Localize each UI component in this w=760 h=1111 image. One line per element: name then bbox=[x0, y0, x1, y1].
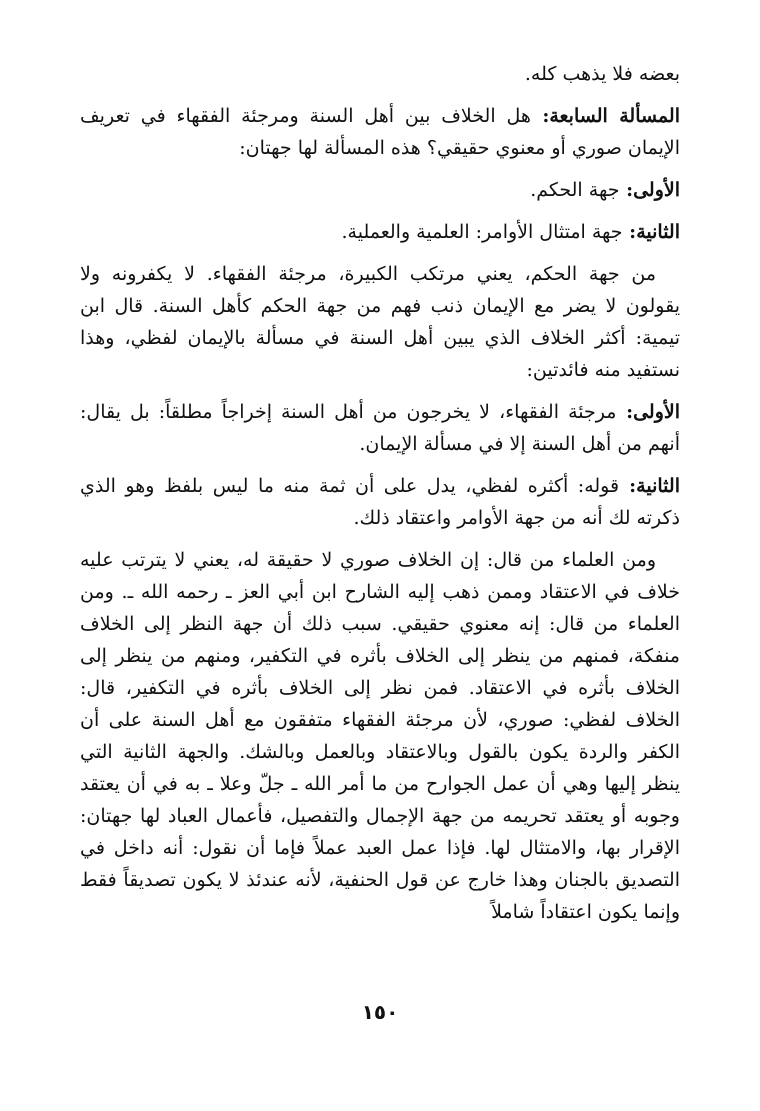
paragraph-benefit-one bbox=[80, 396, 680, 460]
paragraph-lead: الثانية: bbox=[619, 475, 680, 497]
paragraph-continuation bbox=[80, 58, 680, 90]
paragraph-text: جهة امتثال الأوامر: العلمية والعملية. bbox=[341, 221, 623, 243]
page-number: ١٥٠ bbox=[361, 1000, 399, 1024]
paragraph-text: جهة الحكم. bbox=[530, 179, 620, 201]
paragraph-lead: الثانية: bbox=[622, 221, 680, 243]
paragraph-lead: الأولى: bbox=[619, 179, 680, 201]
paragraph-text: هل الخلاف بين أهل السنة ومرجئة الفقهاء في تعريف الإيمان صوري أو معنوي حقيقي؟ هذه المسألة لها جهتان: bbox=[80, 105, 680, 159]
paragraph-benefit-two bbox=[80, 470, 680, 534]
paragraph-issue-seven bbox=[80, 100, 680, 164]
paragraph-ruling bbox=[80, 258, 680, 386]
paragraph-text: من جهة الحكم، يعني مرتكب الكبيرة، مرجئة الفقهاء. لا يكفرونه ولا يقولون لا يضر مع الإيمان ذنب فهم من جهة الحكم كأهل السنة. قال ابن تيمية: أكثر الخلاف الذي يبين أهل السنة في مسألة بالإيمان لفظي، وهذا نستفيد منه فائدتين: bbox=[80, 263, 680, 381]
paragraph-text: قوله: أكثره لفظي، يدل على أن ثمة منه ما ليس بلفظ وهو الذي ذكرته لك أنه من جهة الأوامر واعتقاد ذلك. bbox=[80, 475, 680, 529]
paragraph-first-aspect bbox=[80, 174, 680, 206]
paragraph-text: مرجئة الفقهاء، لا يخرجون من أهل السنة إخراجاً مطلقاً: بل يقال: أنهم من أهل السنة إلا في مسألة الإيمان. bbox=[80, 401, 680, 455]
paragraph-lead: المسألة السابعة: bbox=[530, 105, 680, 127]
paragraph-text: بعضه فلا يذهب كله. bbox=[524, 63, 680, 85]
paragraph-scholars bbox=[80, 544, 680, 928]
paragraph-lead: الأولى: bbox=[616, 401, 681, 423]
page-body bbox=[80, 58, 680, 940]
paragraph-text: ومن العلماء من قال: إن الخلاف صوري لا حقيقة له، يعني لا يترتب عليه خلاف في الاعتقاد وممن ذهب إليه الشارح ابن أبي العز ـ رحمه الله ـ. ومن العلماء من قال: إنه معنوي حقيقي. سبب ذلك أن جهة النظر إلى الخلاف منفكة، فمنهم من ينظر إلى الخلاف بأثره في التكفير، ومنهم من ينظر إلى الخلاف بأثره في الاعتقاد. فمن نظر إلى الخلاف بأثره في التكفير، قال: الخلاف لفظي: صوري، لأن مرجئة الفقهاء متفقون مع أهل السنة على أن الكفر والردة يكون بالقول وبالاعتقاد وبالعمل وبالشك. والجهة الثانية التي ينظر إليها وهي أن عمل الجوارح من ما أمر الله ـ جلّ وعلا ـ به في أن يعتقد وجوبه أو يعتقد تحريمه من جهة الإجمال والتفصيل، فأعمال العباد لها جهتان: الإقرار بها، والامتثال لها. فإذا عمل العبد عملاً فإما أن نقول: أنه داخل في التصديق بالجنان وهذا خارج عن قول الحنفية، لأنه عندئذ لا يكون تصديقاً فقط وإنما يكون اعتقاداً شاملاً bbox=[80, 549, 680, 923]
paragraph-second-aspect bbox=[80, 216, 680, 248]
